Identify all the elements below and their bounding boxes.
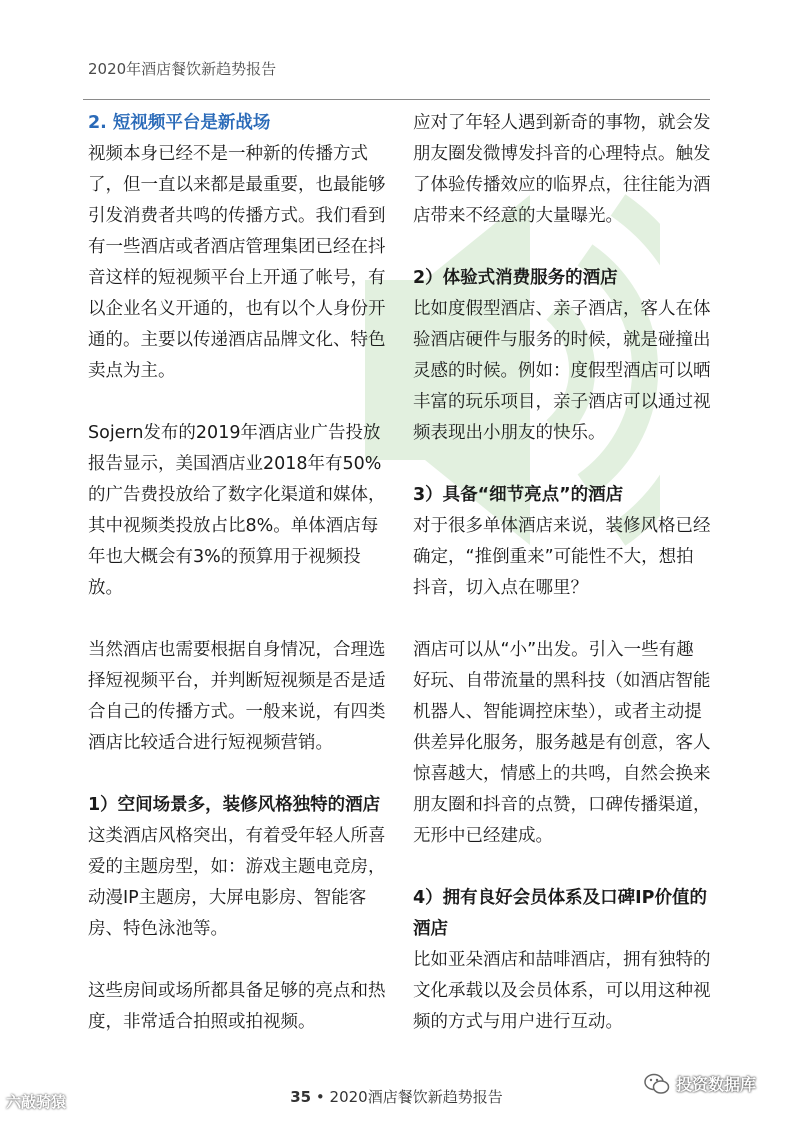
- right-column: [413, 108, 711, 1038]
- sojern-paragraph: Sojern发布的2019年酒店业广告投放报告显示，美国酒店业2018年有50%的广告费投放给了数字化渠道和媒体，其中视频类投放占比8%。单体酒店每年也大概会有3%的预算用于视频投放。: [88, 423, 386, 598]
- highlights-paragraph: 这些房间或场所都具备足够的亮点和热度，非常适合拍照或拍视频。: [88, 981, 386, 1032]
- watermark-left: 六敲骑猿: [6, 1093, 67, 1111]
- intro-paragraph: 视频本身已经不是一种新的传播方式了，但一直以来都是最重要，也最能够引发消费者共鸣的传播方式。我们看到有一些酒店或者酒店管理集团已经在抖音这样的短视频平台上开通了帐号，有以企业名义开通的，也有以个人身份开通的。主要以传递酒店品牌文化、特色卖点为主。: [88, 144, 386, 381]
- page-number: 35: [290, 1088, 312, 1106]
- item3-text: 对于很多单体酒店来说，装修风格已经确定，“推倒重来”可能性不大，想拍抖音，切入点在哪里？: [413, 516, 711, 598]
- item4-heading: 4）拥有良好会员体系及口碑IP价值的酒店: [413, 888, 708, 939]
- small-details-paragraph: 酒店可以从“小”出发。引入一些有趣好玩、自带流量的黑科技（如酒店智能机器人、智能调控床垫），或者主动提供差异化服务，服务越是有创意，客人惊喜越大，情感上的共鸣，自然会换来朋友圈和抖音的点赞，口碑传播渠道，无形中已经建成。: [413, 640, 711, 846]
- continuation-paragraph: 应对了年轻人遇到新奇的事物，就会发朋友圈发微博发抖音的心理特点。触发了体验传播效应的临界点，往往能为酒店带来不经意的大量曝光。: [413, 113, 711, 226]
- item1-text: 这类酒店风格突出，有着受年轻人所喜爱的主题房型，如：游戏主题电竞房，动漫IP主题房，大屏电影房、智能客房、特色泳池等。: [88, 826, 386, 939]
- header-divider: [83, 99, 710, 100]
- watermark-right: [644, 1072, 756, 1095]
- item4-text: 比如亚朵酒店和喆啡酒店，拥有独特的文化承载以及会员体系，可以用这种视频的方式与用户进行互动。: [413, 950, 711, 1032]
- item2-text: 比如度假型酒店、亲子酒店，客人在体验酒店硬件与服务的时候，就是碰撞出灵感的时候。例如：度假型酒店可以晒丰富的玩乐项目，亲子酒店可以通过视频表现出小朋友的快乐。: [413, 299, 711, 443]
- item1-heading: 1）空间场景多，装修风格独特的酒店: [88, 795, 381, 815]
- item2-heading: 2）体验式消费服务的酒店: [413, 268, 618, 288]
- footer-separator: •: [315, 1088, 325, 1106]
- section-title: 2. 短视频平台是新战场: [88, 113, 271, 133]
- selection-paragraph: 当然酒店也需要根据自身情况，合理选择短视频平台，并判断短视频是否是适合自己的传播方式。一般来说，有四类酒店比较适合进行短视频营销。: [88, 640, 386, 753]
- left-column: [88, 108, 388, 1038]
- wechat-icon: [644, 1073, 670, 1095]
- item3-heading: 3）具备“细节亮点”的酒店: [413, 485, 624, 505]
- watermark-right-text: 投资数据库: [676, 1075, 757, 1094]
- page-header-title: 2020年酒店餐饮新趋势报告: [88, 60, 277, 78]
- footer-title: 2020酒店餐饮新趋势报告: [329, 1088, 503, 1106]
